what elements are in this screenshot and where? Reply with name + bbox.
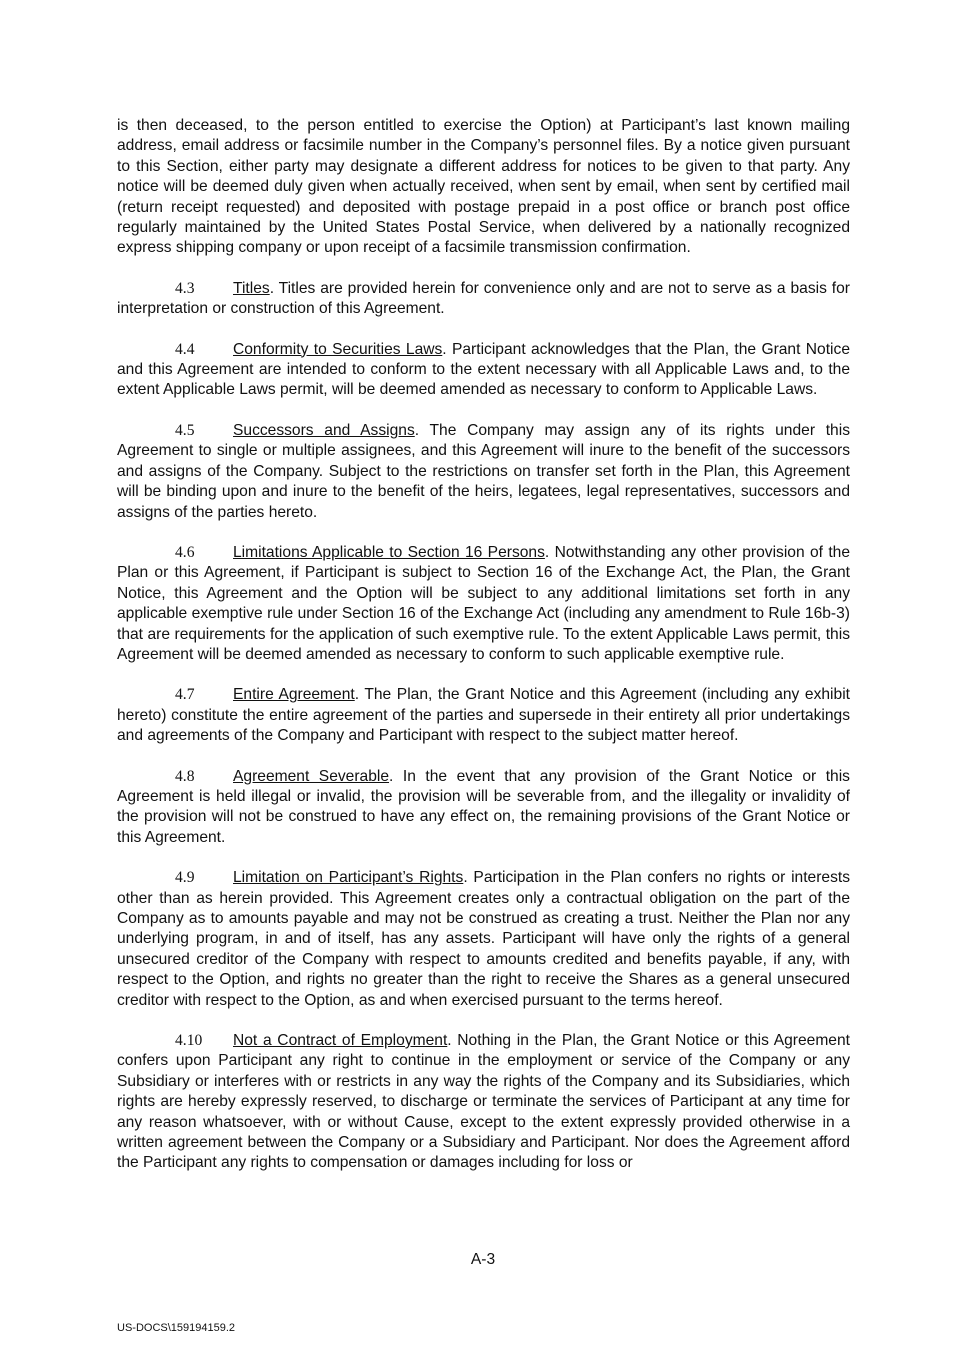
section-number: 4.5 bbox=[175, 421, 195, 439]
section-number: 4.10 bbox=[175, 1032, 203, 1050]
continuation-paragraph: is then deceased, to the person entitled to exercise the Option) at Participant’s last known mailing address, email address or facsimile number in the Company’s personnel files. By a notice given pursuant to this Section, either party may designate a different address for notices to be given to that party. Any notice will be deemed duly given when actually received, when sent by email, when sent by certified mail (return receipt requested) and deposited with postage prepaid in a post office or branch post office regularly maintained by the United States Postal Service, when delivered by a nationally recognized express shipping company or upon receipt of a facsimile transmission confirmation. bbox=[117, 117, 850, 257]
section-heading: Limitation on Participant’s Rights bbox=[233, 869, 464, 887]
section-number: 4.4 bbox=[175, 340, 195, 358]
section-number: 4.7 bbox=[175, 686, 195, 704]
section-number: 4.9 bbox=[175, 869, 195, 887]
section-heading: Conformity to Securities Laws bbox=[233, 340, 443, 358]
section-4-7 bbox=[117, 685, 850, 746]
section-text: . The Company may assign any of its rights under this Agreement to single or multiple assignees, and this Agreement will inure to the benefit of the successors and assigns of the Company. Subject to the restrictions on transfer set forth in the Plan, this Agreement will be binding upon and inure to the benefit of the heirs, legatees, legal representatives, successors and assigns of the parties hereto. bbox=[117, 421, 850, 521]
section-text: . Notwithstanding any other provision of the Plan or this Agreement, if Participant is subject to Section 16 of the Exchange Act, the Plan, the Grant Notice, this Agreement and the Option will be subject to any additional limitations set forth in any applicable exemptive rule under Section 16 of the Exchange Act (including any amendment to Rule 16b-3) that are requirements for the application of such exemptive rule. To the extent Applicable Laws permit, this Agreement will be deemed amended as necessary to conform to such applicable exemptive rule. bbox=[117, 543, 851, 663]
section-heading: Entire Agreement bbox=[233, 686, 355, 704]
section-text: . The Plan, the Grant Notice and this Agreement (including any exhibit hereto) constitute the entire agreement of the parties and supersede in their entirety all prior undertakings and agreements of the Company and Participant with respect to the subject matter hereof. bbox=[117, 686, 850, 745]
section-4-3 bbox=[117, 279, 850, 320]
section-heading: Successors and Assigns bbox=[233, 421, 415, 439]
section-4-4 bbox=[117, 340, 850, 401]
section-heading: Titles bbox=[233, 279, 270, 297]
section-heading: Not a Contract of Employment bbox=[233, 1032, 448, 1050]
section-number: 4.8 bbox=[175, 767, 195, 785]
page-number: A-3 bbox=[470, 1251, 496, 1268]
document-id: US-DOCS\159194159.2 bbox=[117, 1322, 236, 1334]
section-4-6 bbox=[117, 543, 850, 665]
section-4-9 bbox=[117, 868, 850, 1011]
section-text: . Participant acknowledges that the Plan, the Grant Notice and this Agreement are intended to conform to the extent necessary with all Applicable Laws and, to the extent Applicable Laws permit, will be deemed amended as necessary to conform to Applicable Laws. bbox=[117, 340, 850, 399]
section-4-5 bbox=[117, 421, 850, 523]
section-4-10 bbox=[117, 1031, 850, 1174]
section-text: . Participation in the Plan confers no rights or interests other than as herein provided. This Agreement creates only a contractual obligation on the part of the Company as to amounts payable and may not be construed as creating a trust. Neither the Plan nor any underlying program, in and of itself, has any assets. Participant will have only the rights of a general unsecured creditor of the Company with respect to amounts credited and benefits payable, if any, with respect to the Option, and rights no greater than the right to receive the Shares as a general unsecured creditor with respect to the Option, as and when exercised pursuant to the terms hereof. bbox=[117, 869, 850, 1009]
section-heading: Agreement Severable bbox=[233, 767, 390, 785]
section-heading: Limitations Applicable to Section 16 Persons bbox=[233, 543, 545, 561]
section-text: . Titles are provided herein for convenience only and are not to serve as a basis for interpretation or construction of this Agreement. bbox=[117, 279, 850, 318]
document-body bbox=[117, 116, 850, 1194]
section-text: . Nothing in the Plan, the Grant Notice or this Agreement confers upon Participant any right to continue in the employment or service of the Company or any Subsidiary or interferes with or restricts in any way the rights of the Company and its Subsidiaries, which rights are hereby expressly reserved, to discharge or terminate the services of Participant at any time for any reason whatsoever, with or without Cause, except to the extent expressly provided otherwise in a written agreement between the Company or a Subsidiary and Participant. Nor does the Agreement afford the Participant any rights to compensation or damages including for loss or bbox=[117, 1032, 850, 1172]
section-4-8 bbox=[117, 767, 850, 849]
section-number: 4.6 bbox=[175, 543, 195, 561]
section-number: 4.3 bbox=[175, 279, 195, 297]
section-text: . In the event that any provision of the Grant Notice or this Agreement is held illegal or invalid, the provision will be severable from, and the illegality or invalidity of the provision will not be construed to have any effect on, the remaining provisions of the Grant Notice or this Agreement. bbox=[117, 767, 850, 846]
